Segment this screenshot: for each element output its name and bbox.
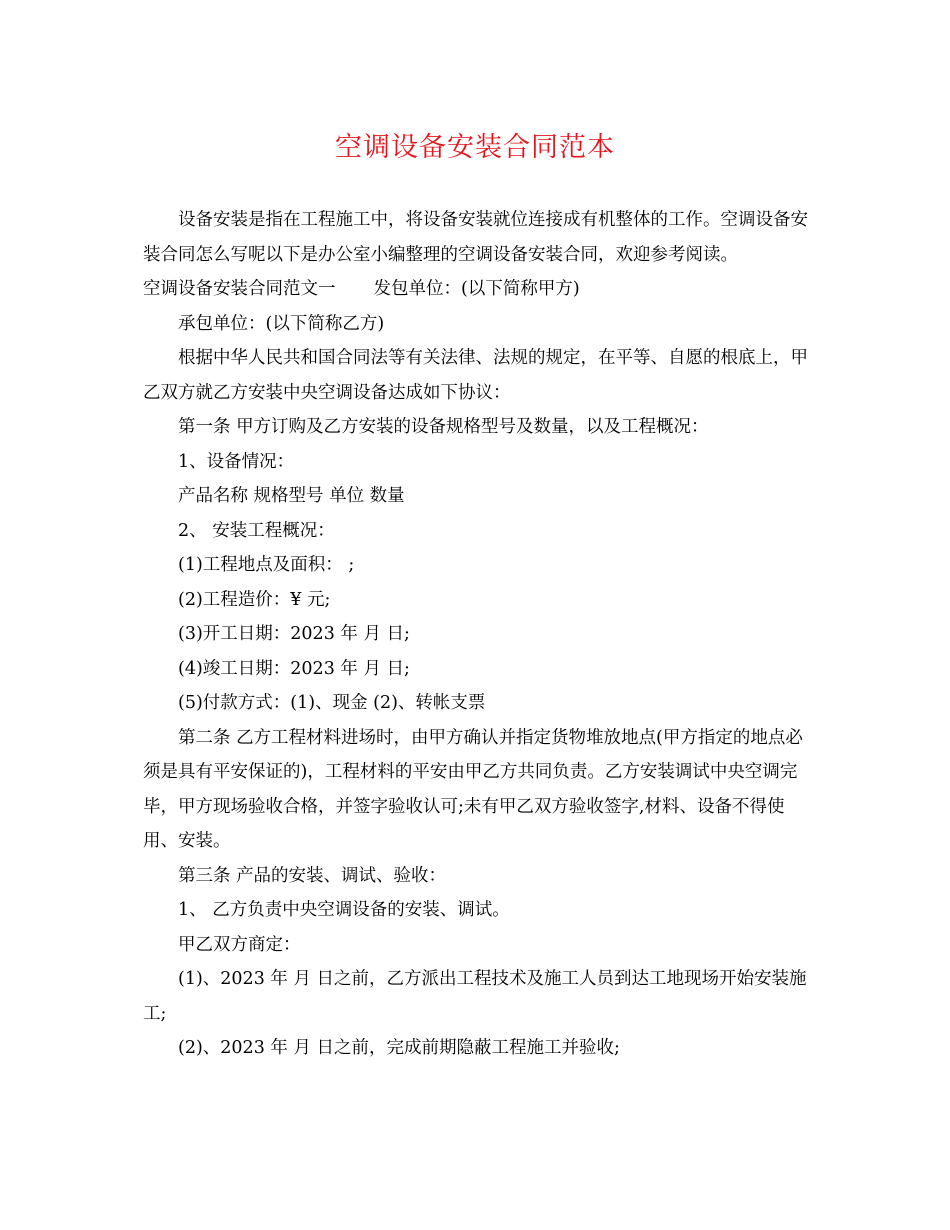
project-detail-payment: (5)付款方式：(1)、现金 (2)、转帐支票 (178, 693, 486, 713)
article1-item2: 2、 安装工程概况： (178, 520, 335, 541)
intro-paragraph: 设备安装是指在工程施工中，将设备安装就位连接成有机整体的工作。空调设备安装合同怎么写呢以下是办公室小编整理的空调设备安装合同，欢迎参考阅读。 (143, 210, 808, 265)
project-detail-location: (1)工程地点及面积： ; (178, 555, 355, 575)
article3-item1: 1、 乙方负责中央空调设备的安装、调试。 (178, 900, 510, 920)
party-a-line: 发包单位：(以下简称甲方) (373, 279, 580, 299)
article3-agreed: 甲乙双方商定： (178, 934, 301, 955)
sample-line (143, 272, 813, 307)
project-detail-end-date: (4)竣工日期：2023 年 月 日; (178, 658, 410, 679)
article3-step1: (1)、2023 年 月 日之前，乙方派出工程技术及施工人员到达工地现场开始安装施工; (143, 969, 807, 1024)
party-b-line: 承包单位：(以下简称乙方) (178, 313, 385, 334)
equipment-table-header: 产品名称 规格型号 单位 数量 (178, 486, 405, 506)
article3-step2: (2)、2023 年 月 日之前，完成前期隐蔽工程施工并验收; (178, 1038, 620, 1058)
article3-heading: 第三条 产品的安装、调试、验收： (178, 865, 447, 886)
article2-paragraph: 第二条 乙方工程材料进场时，由甲方确认并指定货物堆放地点(甲方指定的地点必须是具有平安保证的)，工程材料的平安由甲乙方共同负责。乙方安装调试中央空调完毕，甲方现场验收合格，并签字验收认可;未有甲乙双方验收签字,材料、设备不得使用、安装。 (143, 727, 803, 851)
sample-label: 空调设备安装合同范文一 (143, 279, 336, 299)
preamble-paragraph: 根据中华人民共和国合同法等有关法律、法规的规定，在平等、自愿的根底上，甲乙双方就乙方安装中央空调设备达成如下协议： (143, 348, 808, 403)
project-detail-cost: (2)工程造价：¥ 元; (178, 589, 331, 610)
article1-item1: 1、设备情况： (178, 451, 295, 472)
document-title: 空调设备安装合同范本 (335, 132, 615, 163)
document-body (143, 203, 813, 1066)
project-detail-start-date: (3)开工日期：2023 年 月 日; (178, 624, 410, 644)
article1-heading: 第一条 甲方订购及乙方安装的设备规格型号及数量，以及工程概况： (178, 417, 709, 437)
